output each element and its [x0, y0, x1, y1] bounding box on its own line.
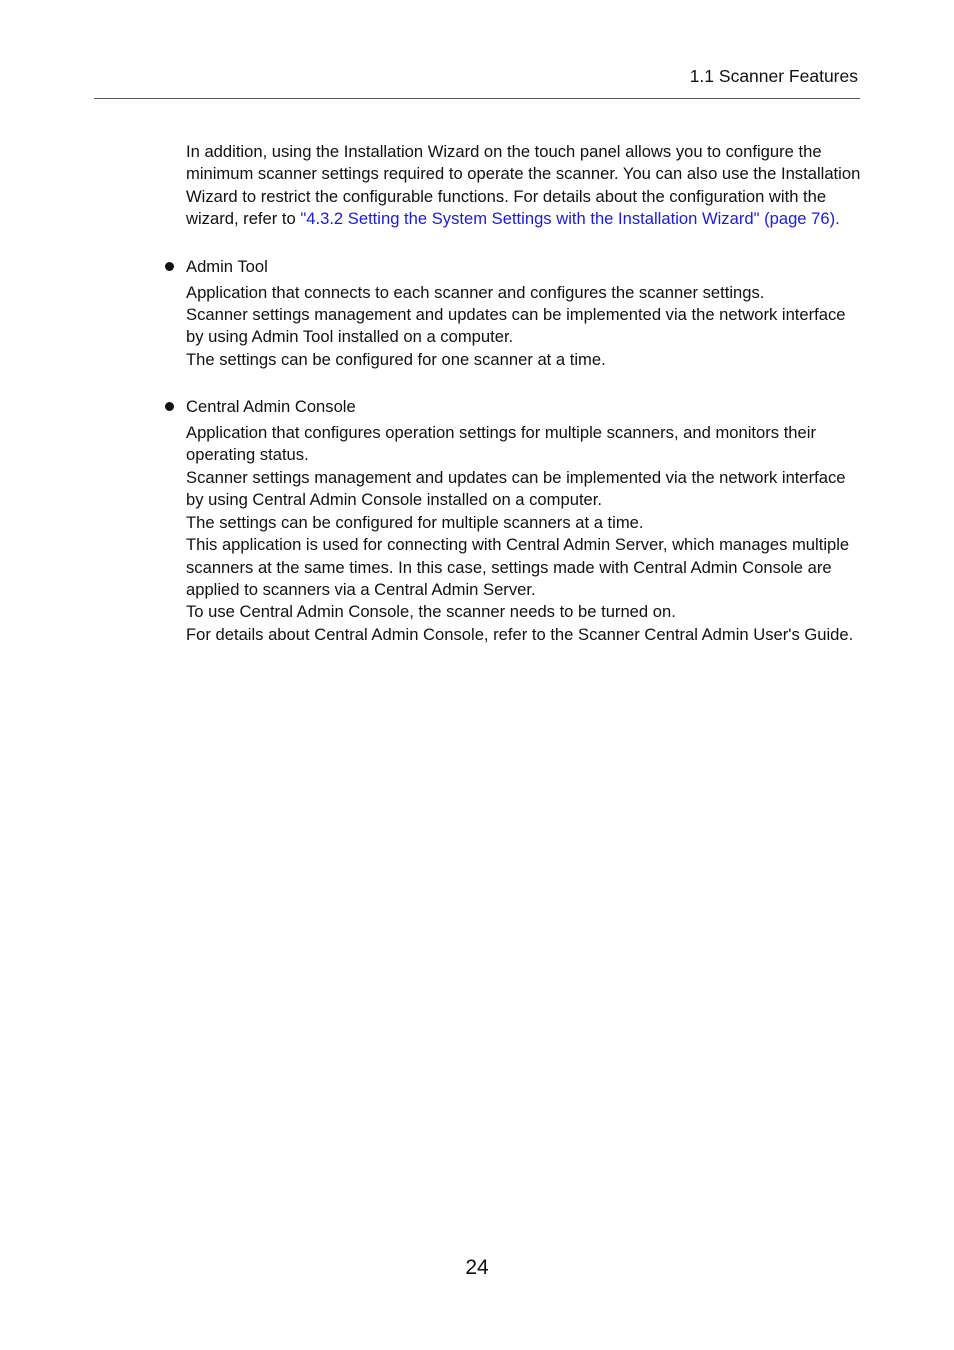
intro-text: In addition, using the Installation Wizard on the touch panel allows you to configure the minimum scanner settings required to operate the scanner. You can also use the Installation Wizard to restrict the configurable functions. For details about the configuration with the wizard, refer to	[186, 142, 861, 229]
body-line: The settings can be configured for one scanner at a time.	[186, 349, 606, 369]
body-line: This application is used for connecting with Central Admin Server, which manages multiple scanners at the same times. In this case, settings made with Central Admin Console are applied to scanners via a Central Admin Server.	[186, 535, 850, 599]
body-line: Application that connects to each scanner and configures the scanner settings.	[186, 282, 765, 302]
bullet-central-admin-console	[186, 396, 866, 646]
bullet-dot-icon	[165, 262, 174, 271]
bullet-admin-tool	[186, 256, 866, 372]
body-line: Application that configures operation settings for multiple scanners, and monitors their operating status.	[186, 423, 816, 465]
bullet-title: Central Admin Console	[186, 397, 356, 417]
header-divider	[94, 98, 860, 99]
bullet-dot-icon	[165, 402, 174, 411]
installation-wizard-link[interactable]: "4.3.2 Setting the System Settings with the Installation Wizard" (page 76).	[300, 209, 840, 229]
intro-paragraph	[186, 141, 866, 231]
body-line: For details about Central Admin Console, refer to the Scanner Central Admin User's Guide.	[186, 624, 854, 644]
running-header-title: 1.1 Scanner Features	[689, 66, 858, 86]
body-line: The settings can be configured for multiple scanners at a time.	[186, 512, 644, 532]
bullet-title: Admin Tool	[186, 256, 268, 276]
body-line: Scanner settings management and updates can be implemented via the network interface by using Central Admin Console installed on a computer.	[186, 467, 846, 510]
page-content	[186, 141, 866, 646]
body-line: Scanner settings management and updates can be implemented via the network interface by using Admin Tool installed on a computer.	[186, 304, 846, 347]
page-number: 24	[465, 1256, 489, 1279]
body-line: To use Central Admin Console, the scanner needs to be turned on.	[186, 602, 676, 622]
